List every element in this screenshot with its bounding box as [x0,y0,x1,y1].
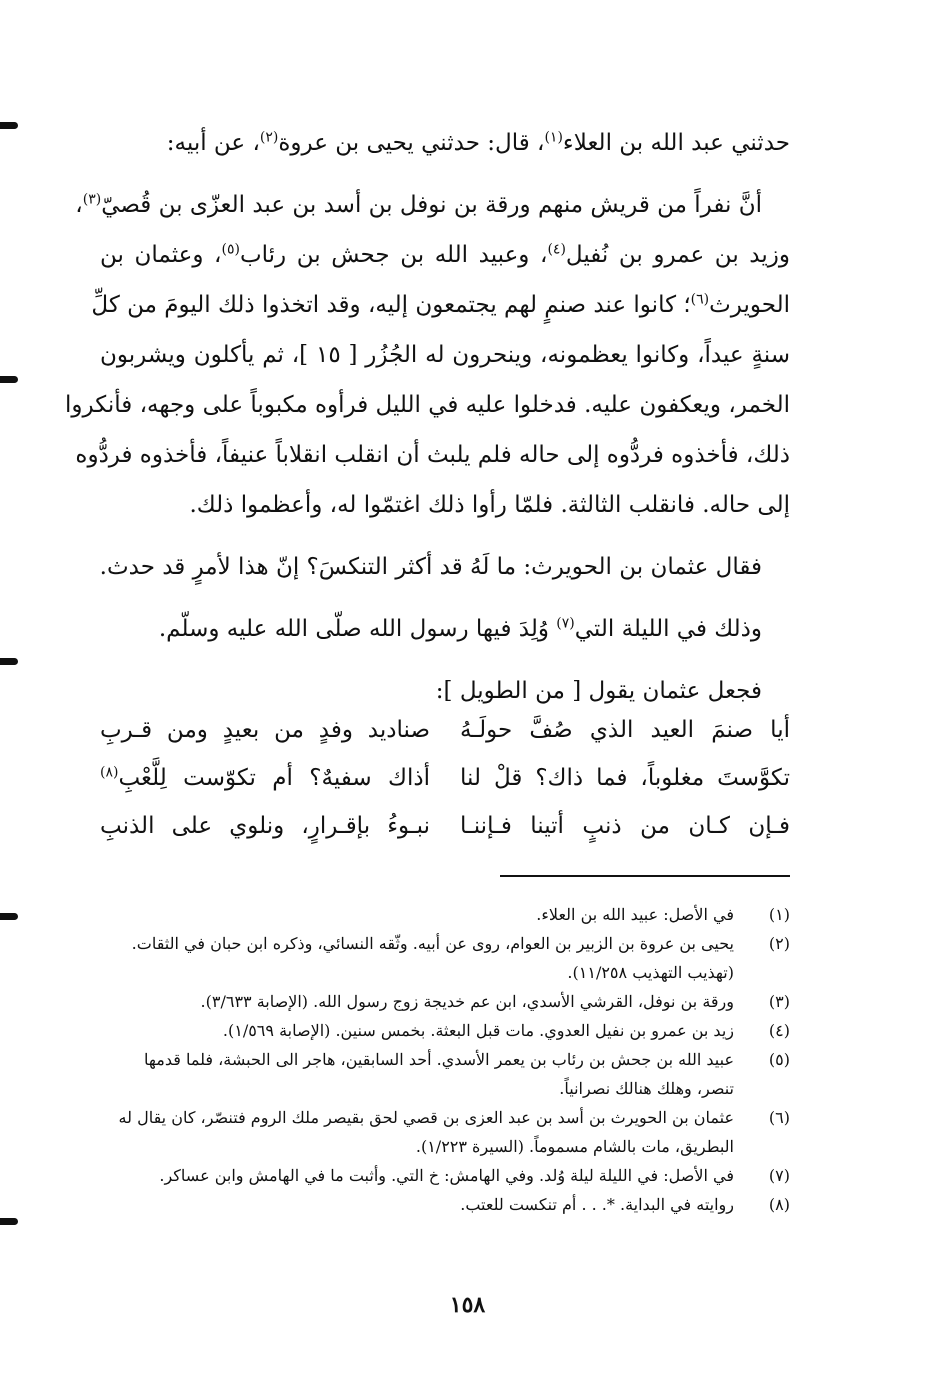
page-number: ١٥٨ [449,1292,486,1318]
paragraph: فقال عثمان بن الحويرث: ما لَهُ قد أكثر التنكسَ؟ إنّ هذا لأمرٍ قد حدث. [99,554,762,580]
footnote-text: يحيى بن عروة بن الزبير بن العوام، روى عن أبيه. وثّقه النسائي، وذكره ابن حبان في الثقات. [131,934,734,953]
margin-mark [0,122,18,129]
footnote [100,1190,790,1219]
hemistich-second: صناديد وفدٍ من بعيدٍ ومن قـربِ [100,717,430,743]
poem-verse [100,754,790,802]
footnote-text: البطريق، مات بالشام مسموماً. (السيرة ١/٢٢٣). [415,1137,734,1156]
margin-mark [0,913,18,920]
footnote-text: عبيد الله بن جحش بن رئاب بن يعمر الأسدي. أحد السابقين، هاجر الى الحبشة، فلما قدمها [144,1050,734,1069]
footnote-text: في الأصل: عبيد الله بن العلاء. [536,905,734,924]
hemistich-second: أذاك سفيهٌ؟ أم تكوّست لِلَّعْبِ$^{(٨)}$ [100,764,430,791]
footnote-text: تنصر، وهلك هنالك نصرانياً. [559,1079,734,1098]
margin-mark [0,1218,18,1225]
poem [100,706,790,850]
footnote-number: (١) [768,905,790,924]
footnote-number: (٦) [768,1108,790,1127]
paragraph-line: ذلك، فأخذوه فردُّوه إلى حاله فلم يلبث أن انقلب انقلاباً عنيفاً، فأخذوه فردُّوه [75,442,790,468]
paragraph-line: إلى حاله. فانقلب الثالثة. فلمّا رأوا ذلك اغتمّوا له، وأعظموا ذلك. [189,492,790,518]
paragraph-line: أنَّ نفراً من قريش منهم ورقة بن نوفل بن أسد بن عبد العزّى بن قُصيّ$^{(٣)}$، [75,191,762,218]
footnote-text: زيد بن عمرو بن نفيل العدوي. مات قبل البعثة. بخمس سنين. (الإصابة ١/٥٦٩). [222,1021,734,1040]
footnotes [100,900,790,1219]
poem-verse [100,706,790,754]
footnote-number: (٤) [768,1021,790,1040]
footnote [100,1045,790,1103]
isnad-line: حدثني عبد الله بن العلاء$^{(١)}$، قال: حدثني يحيى بن عروة$^{(٢)}$، عن أبيه: [166,129,790,156]
main-text [65,118,790,716]
paragraph-line: سنةٍ عيداً، وكانوا يعظمونه، وينحرون له الجُزُر [ ١٥ ]، ثم يأكلون ويشربون [100,342,790,368]
paragraph-line: وزيد بن عمرو بن نُفيل$^{(٤)}$، وعبيد الله بن جحش بن رئاب$^{(٥)}$، وعثمان بن [100,241,790,268]
footnote-separator [500,875,790,877]
hemistich-first: تكوَّستَ مغلوباً، فما ذاك؟ قلْ لنا [460,765,790,791]
paragraph-line: الحويرث$^{(٦)}$؛ كانوا عند صنمٍ لهم يجتمعون إليه، وقد اتخذوا ذلك اليومَ من كلِّ [91,291,790,318]
footnote-text: (تهذيب التهذيب ١١/٢٥٨). [567,963,734,982]
footnote [100,929,790,987]
hemistich-first: أيا صنمَ العيد الذي صُفَّ حولَـهُ [460,717,790,743]
footnote [100,900,790,929]
poem-verse [100,802,790,850]
footnote-text: في الأصل: في الليلة ليلة وُلد. وفي الهامش: خ التي. وأثبت ما في الهامش وابن عساكر. [159,1166,734,1185]
poem-intro: فجعل عثمان يقول [ من الطويل ]: [435,678,762,704]
hemistich-second: نبـوءُ بإقـرارٍ، ونلوي على الذنبِ [100,813,430,839]
footnote-text: ورقة بن نوفل، القرشي الأسدي، ابن عم خديجة زوج رسول الله. (الإصابة ٣/٦٣٣). [200,992,734,1011]
footnote-number: (٧) [768,1166,790,1185]
paragraph: وذلك في الليلة التي$^{(٧)}$ وُلِدَ فيها رسول الله صلّى الله عليه وسلّم. [158,615,762,642]
footnote-number: (٣) [768,992,790,1011]
footnote [100,1161,790,1190]
footnote [100,1016,790,1045]
hemistich-first: فـإن كـان من ذنبٍ أتينا فـإننـا [460,813,790,839]
paragraph-line: الخمر، ويعكفون عليه. فدخلوا عليه في الليل فرأوه مكبوباً على وجهه، فأنكروا [65,392,790,418]
footnote-text: روايته في البداية. *. . . أم تنكست للعتب. [460,1195,734,1214]
footnote [100,987,790,1016]
footnote-number: (٥) [768,1050,790,1069]
margin-mark [0,376,18,383]
footnote-number: (٨) [768,1195,790,1214]
margin-mark [0,658,18,665]
footnote [100,1103,790,1161]
footnote-number: (٢) [768,934,790,953]
footnote-text: عثمان بن الحويرث بن أسد بن عبد العزى بن قصي لحق بقيصر ملك الروم فتنصّر، كان يقال له [118,1108,734,1127]
